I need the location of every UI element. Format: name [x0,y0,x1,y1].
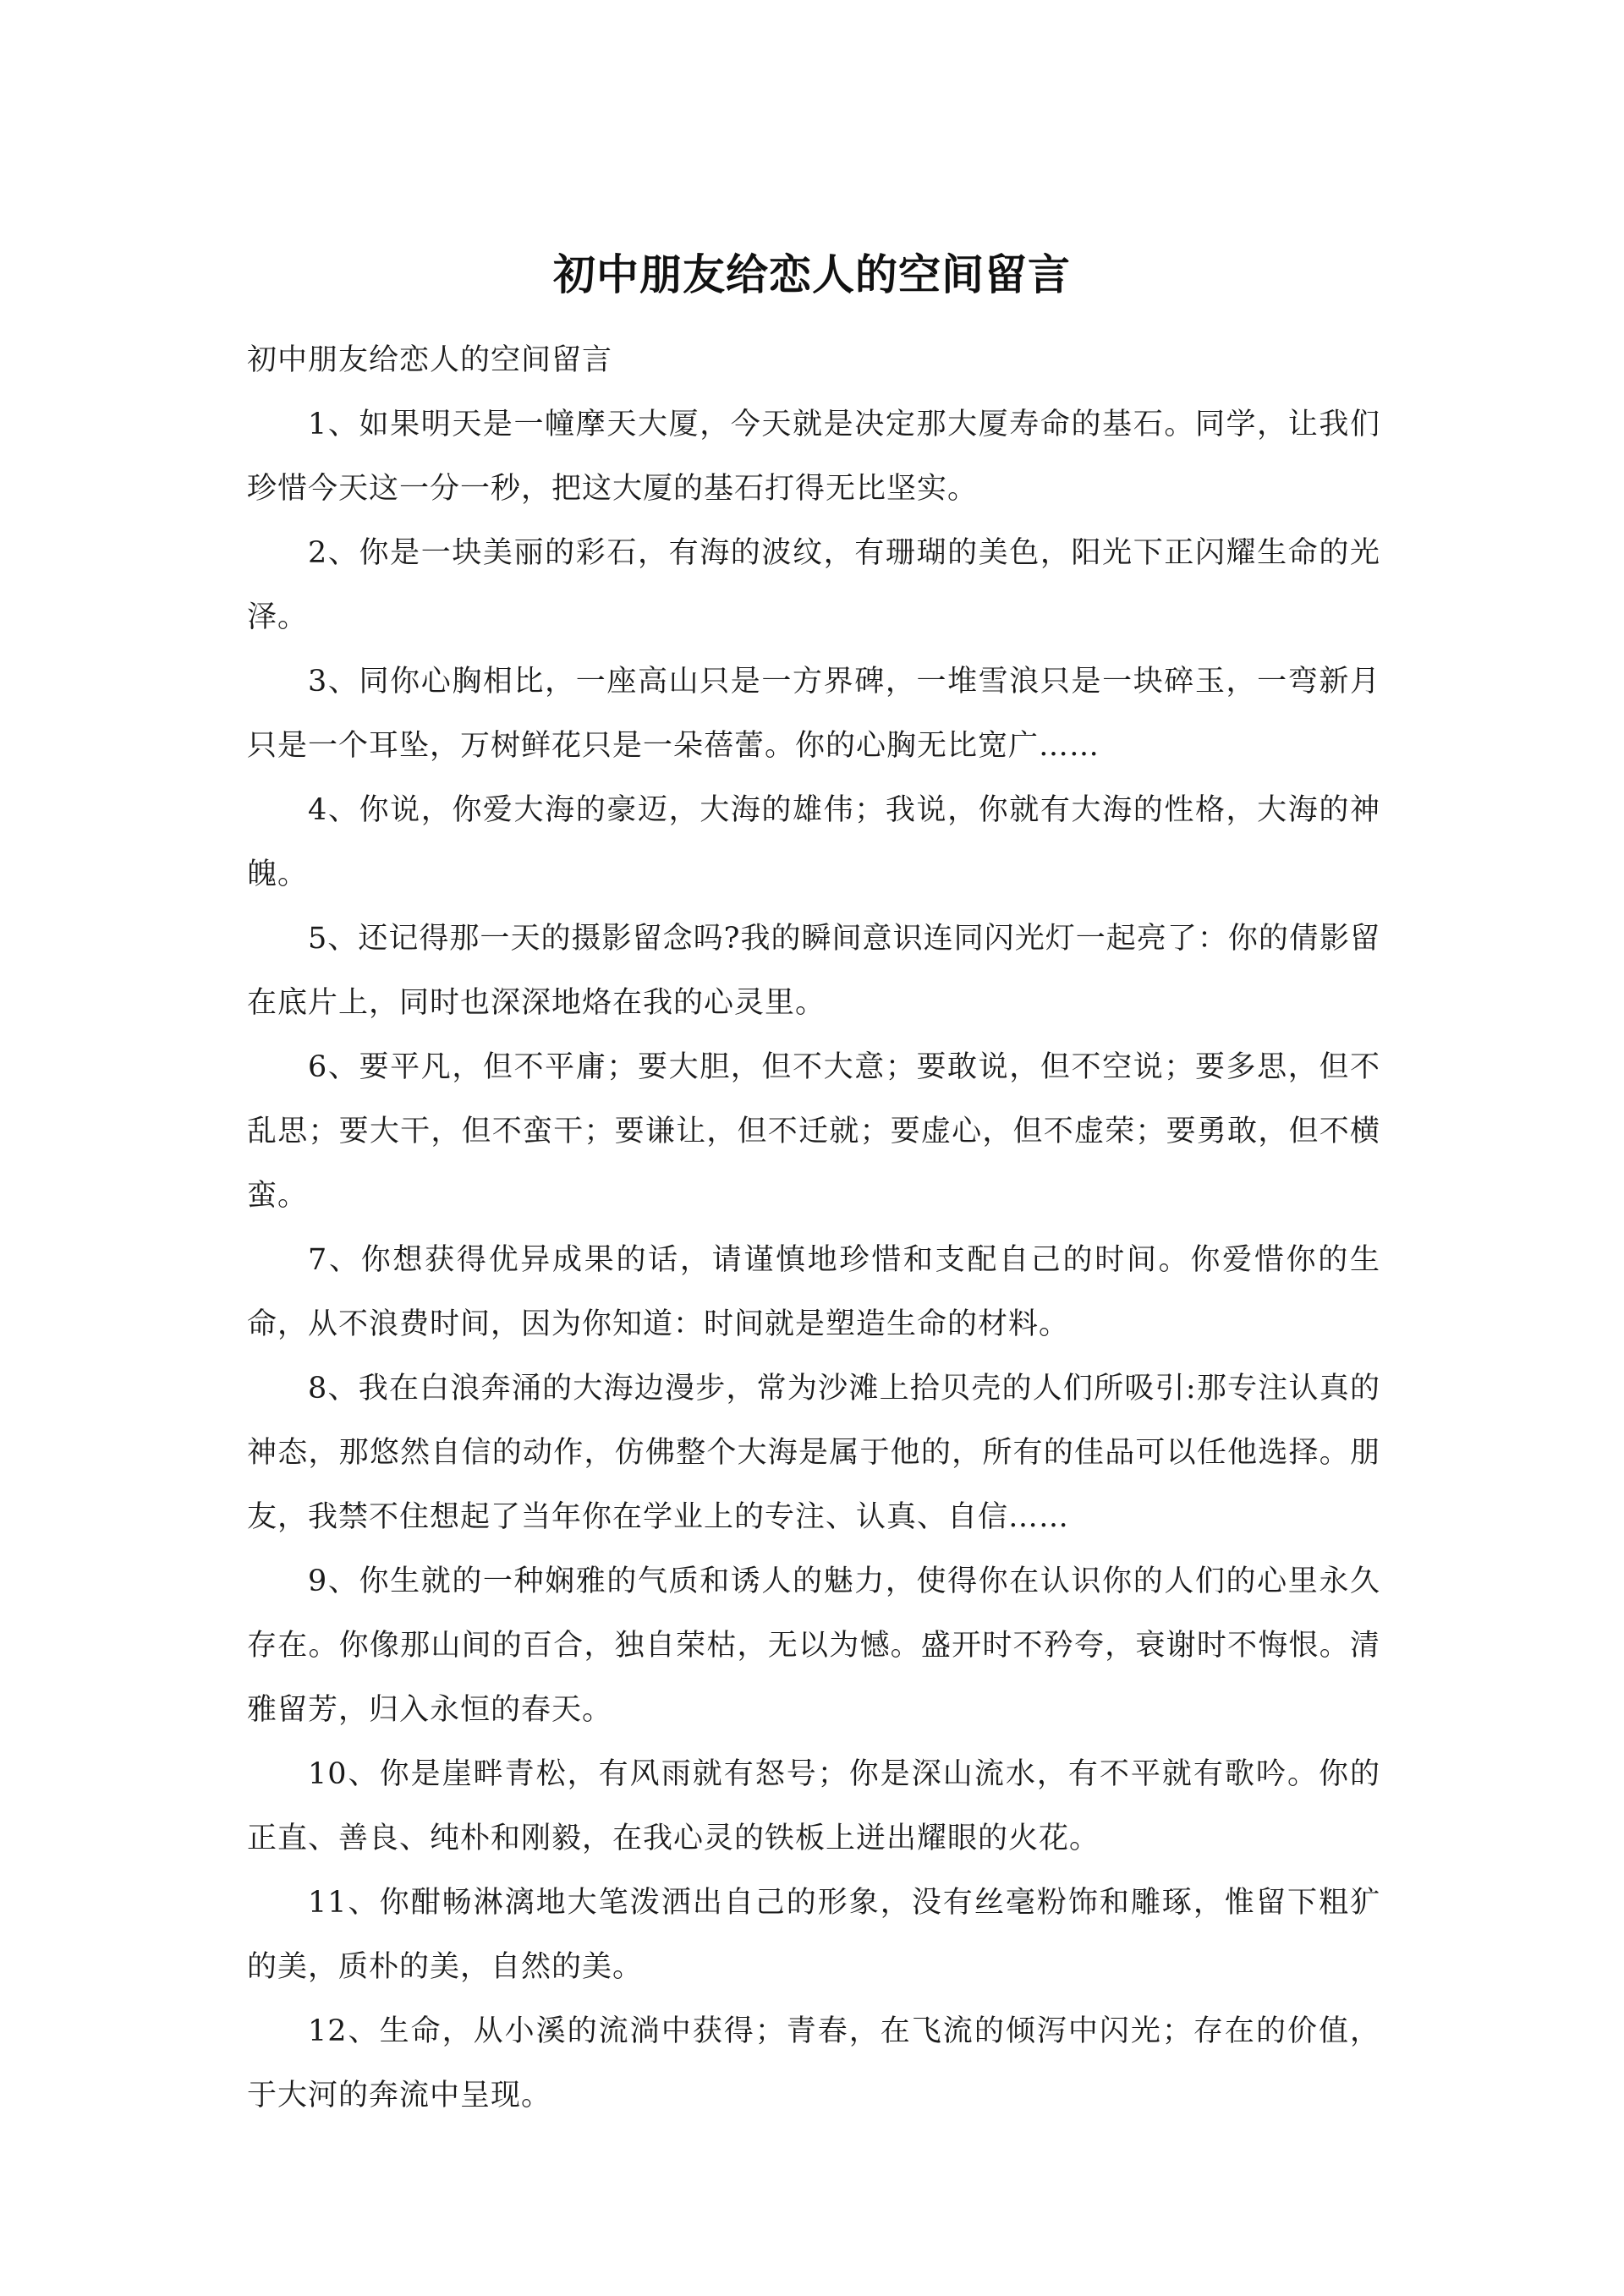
document-body [247,328,1380,2128]
message-item-7: 7、你想获得优异成果的话，请谨慎地珍惜和支配自己的时间。你爱惜你的生命，从不浪费时间，因为你知道：时间就是塑造生命的材料。 [247,1243,1380,1341]
message-item-3: 3、同你心胸相比，一座高山只是一方界碑，一堆雪浪只是一块碎玉，一弯新月只是一个耳坠，万树鲜花只是一朵蓓蕾。你的心胸无比宽广…… [247,665,1380,763]
document-subtitle: 初中朋友给恋人的空间留言 [247,343,613,377]
message-item-4: 4、你说，你爱大海的豪迈，大海的雄伟；我说，你就有大海的性格，大海的神魄。 [247,793,1380,891]
page-title: 初中朋友给恋人的空间留言 [553,250,1071,299]
message-item-9: 9、你生就的一种娴雅的气质和诱人的魅力，使得你在认识你的人们的心里永久存在。你像那山间的百合，独自荣枯，无以为憾。盛开时不矜夸，衰谢时不悔恨。清雅留芳，归入永恒的春天。 [247,1564,1380,1727]
message-item-1: 1、如果明天是一幢摩天大厦，今天就是决定那大厦寿命的基石。同学，让我们珍惜今天这一分一秒，把这大厦的基石打得无比坚实。 [247,408,1380,506]
message-item-5: 5、还记得那一天的摄影留念吗?我的瞬间意识连同闪光灯一起亮了：你的倩影留在底片上，同时也深深地烙在我的心灵里。 [247,922,1380,1020]
message-item-10: 10、你是崖畔青松，有风雨就有怒号；你是深山流水，有不平就有歌吟。你的正直、善良、纯朴和刚毅，在我心灵的铁板上迸出耀眼的火花。 [247,1757,1380,1855]
message-item-2: 2、你是一块美丽的彩石，有海的波纹，有珊瑚的美色，阳光下正闪耀生命的光泽。 [247,536,1380,634]
message-item-12: 12、生命，从小溪的流淌中获得；青春，在飞流的倾泻中闪光；存在的价值，于大河的奔流中呈现。 [247,2014,1380,2112]
message-item-6: 6、要平凡，但不平庸；要大胆，但不大意；要敢说，但不空说；要多思，但不乱思；要大干，但不蛮干；要谦让，但不迁就；要虚心，但不虚荣；要勇敢，但不横蛮。 [247,1050,1380,1213]
message-item-8: 8、我在白浪奔涌的大海边漫步，常为沙滩上拾贝壳的人们所吸引:那专注认真的神态，那悠然自信的动作，仿佛整个大海是属于他的，所有的佳品可以任他选择。朋友，我禁不住想起了当年你在学业上的专注、认真、自信…… [247,1372,1380,1534]
message-item-11: 11、你酣畅淋漓地大笔泼洒出自己的形象，没有丝毫粉饰和雕琢，惟留下粗犷的美，质朴的美，自然的美。 [247,1886,1380,1984]
